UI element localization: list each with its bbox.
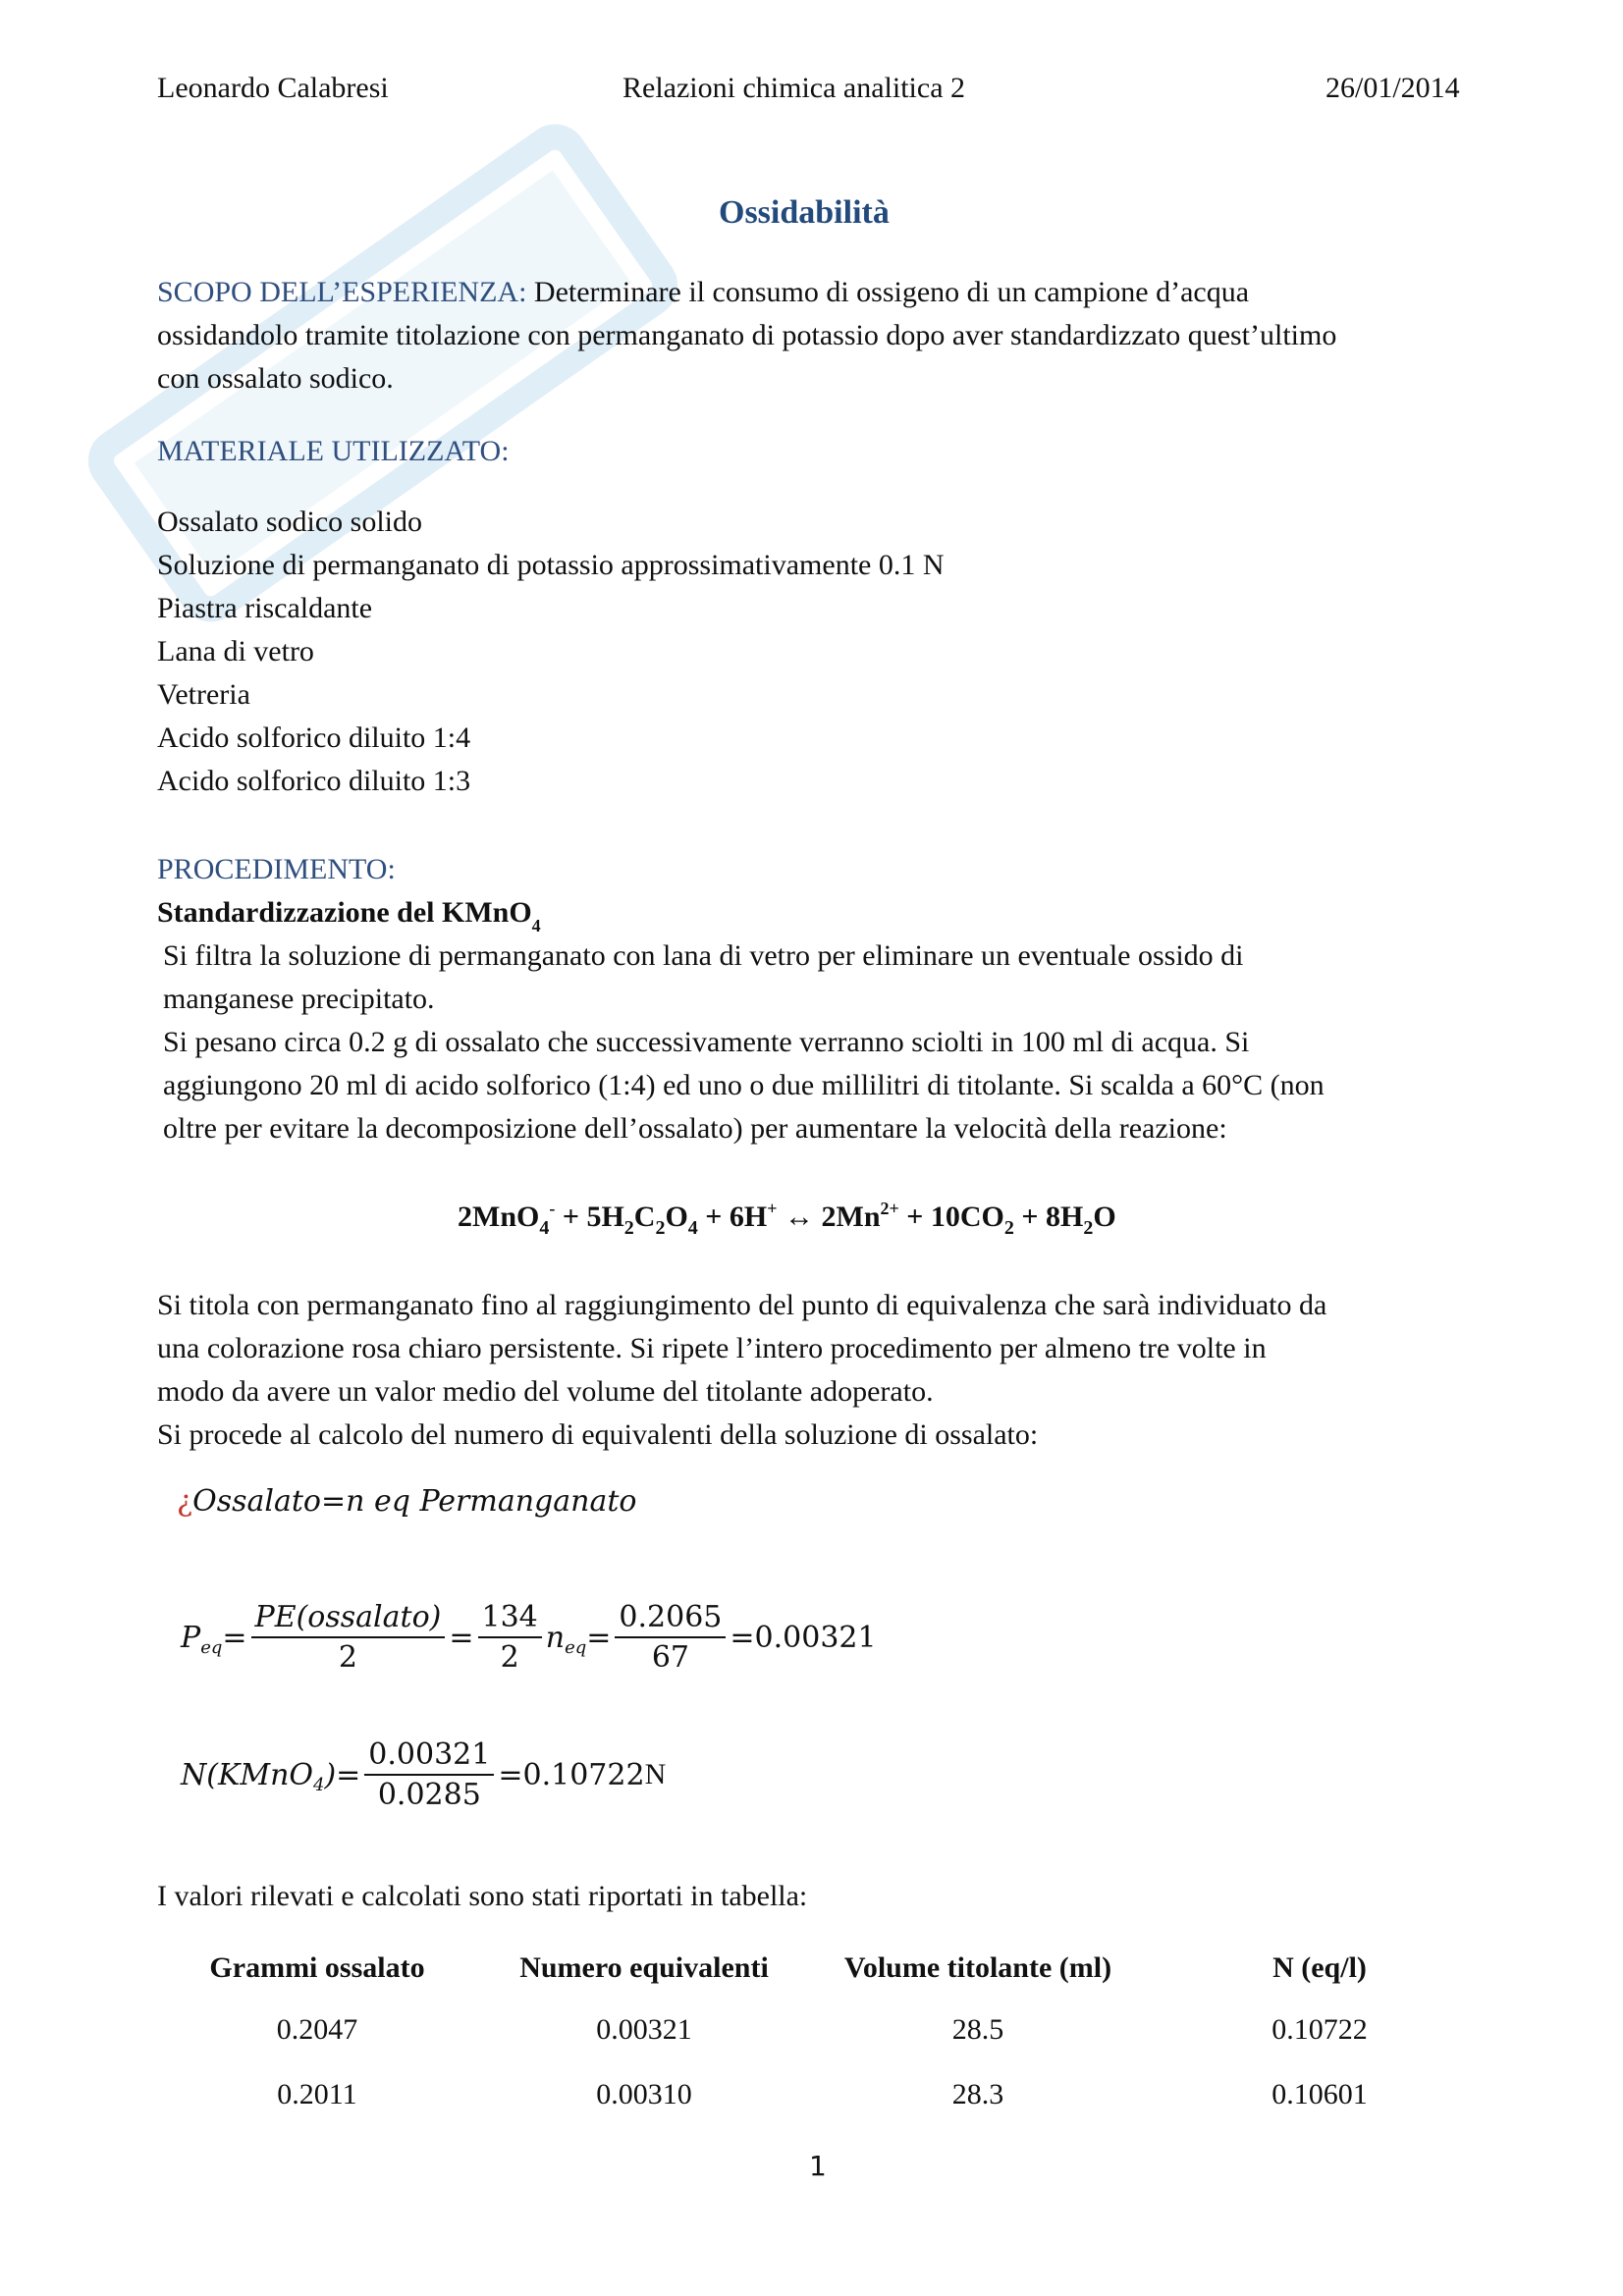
- procedure-label: PROCEDIMENTO:: [157, 853, 396, 885]
- table-header-cell: Grammi ossalato: [209, 1951, 425, 1984]
- table-intro: I valori rilevati e calcolati sono stati riportati in tabella:: [157, 1880, 808, 1912]
- material-item: Lana di vetro: [157, 635, 314, 667]
- procedure-p2-line: Si pesano circa 0.2 g di ossalato che successivamente verranno sciolti in 100 ml di acqua. Si: [163, 1026, 1250, 1058]
- reaction-sub: 2: [1083, 1217, 1094, 1239]
- reaction-sup: 2+: [880, 1199, 899, 1218]
- formula-sub: eq: [565, 1636, 587, 1658]
- formula-text: Ossalato=n eq Permanganato: [192, 1484, 637, 1519]
- table-cell: 0.10722: [1271, 2013, 1368, 2046]
- procedure-p2-line: oltre per evitare la decomposizione dell’ossalato) per aumentare la velocità della reazione:: [163, 1112, 1227, 1145]
- reaction-term: O: [665, 1201, 688, 1233]
- procedure-subtitle-text: Standardizzazione del KMnO: [157, 896, 532, 929]
- formula-normality: [181, 1737, 666, 1812]
- materials-label: MATERIALE UTILIZZATO:: [157, 435, 510, 467]
- reaction-term: C: [633, 1201, 656, 1233]
- material-item: Piastra riscaldante: [157, 592, 373, 624]
- table-cell: 28.5: [951, 2013, 1004, 2046]
- formula-lhs: N(KMnO: [181, 1757, 313, 1792]
- fraction: [251, 1600, 446, 1675]
- formula-symbol: n: [545, 1620, 566, 1655]
- fraction-denominator: 0.0285: [377, 1778, 481, 1812]
- fraction: [364, 1737, 494, 1812]
- scope-line-2: ossidandolo tramite titolazione con permanganato di potassio dopo aver standardizzato quest’ultimo: [157, 319, 1337, 351]
- reaction-sub: 2: [623, 1217, 634, 1239]
- reaction-sub: 4: [687, 1217, 698, 1239]
- table-cell: 0.00310: [596, 2078, 692, 2110]
- scope-label: SCOPO DELL’ESPERIENZA:: [157, 276, 527, 308]
- formula-unit: N: [644, 1758, 667, 1790]
- results-table: [157, 1939, 1494, 2127]
- reaction-term: + 8H: [1013, 1201, 1084, 1233]
- fraction-numerator: PE(ossalato): [251, 1600, 446, 1638]
- reaction-term: + 5H: [555, 1201, 624, 1233]
- reaction-sup: +: [767, 1199, 778, 1218]
- material-item: Soluzione di permanganato di potassio approssimativamente 0.1 N: [157, 549, 945, 581]
- reaction-term: 2MnO: [458, 1201, 540, 1233]
- procedure-p1-line: manganese precipitato.: [163, 983, 435, 1015]
- scope-text-1: Determinare il consumo di ossigeno di un campione d’acqua: [526, 276, 1250, 308]
- table-header-cell: N (eq/l): [1272, 1951, 1367, 1984]
- procedure-p2-line: aggiungono 20 ml di acido solforico (1:4) ed uno o due millilitri di titolante. Si scalda a 60°C (non: [163, 1069, 1325, 1101]
- table-header-cell: Volume titolante (ml): [843, 1951, 1112, 1984]
- fraction-denominator: 2: [338, 1640, 357, 1675]
- material-item: Acido solforico diluito 1:4: [157, 721, 471, 754]
- table-cell: 0.2011: [277, 2078, 357, 2110]
- reaction-sub: 2: [1003, 1217, 1014, 1239]
- fraction: [478, 1600, 542, 1675]
- fraction-denominator: 67: [651, 1640, 689, 1675]
- fraction-denominator: 2: [500, 1640, 519, 1675]
- header-course: Relazioni chimica analitica 2: [622, 72, 966, 104]
- reaction-equation: [458, 1196, 1116, 1242]
- formula-sub: eq: [200, 1636, 223, 1658]
- reaction-sub: 2: [655, 1217, 666, 1239]
- formula-equivalence: [177, 1484, 636, 1519]
- formula-operator: =: [222, 1620, 247, 1655]
- reaction-arrow: ↔: [777, 1201, 822, 1233]
- fraction: [615, 1600, 726, 1675]
- formula-symbol: P: [181, 1620, 201, 1655]
- scope-line-1: [157, 271, 1249, 314]
- procedure-p1-line: Si filtra la soluzione di permanganato con lana di vetro per eliminare un eventuale ossido di: [163, 939, 1244, 972]
- formula-operator: =: [586, 1620, 612, 1655]
- formula-mark: ¿: [177, 1484, 193, 1519]
- table-header-row: [157, 1939, 1494, 1998]
- procedure-subtitle-sub: 4: [531, 916, 541, 935]
- reaction-sub: 4: [539, 1217, 550, 1239]
- formula-operator: =: [449, 1620, 474, 1655]
- formula-result: =0.00321: [730, 1620, 877, 1655]
- reaction-term: O: [1093, 1201, 1116, 1233]
- reaction-term: + 10CO: [898, 1201, 1004, 1233]
- table-row: [157, 2062, 1494, 2127]
- procedure-p3-line: Si procede al calcolo del numero di equivalenti della soluzione di ossalato:: [157, 1418, 1039, 1451]
- table-cell: 0.2047: [276, 2013, 358, 2046]
- table-cell: 28.3: [951, 2078, 1004, 2110]
- reaction-term: 2Mn: [821, 1201, 881, 1233]
- table-row: [157, 1998, 1494, 2062]
- reaction-term: + 6H: [697, 1201, 768, 1233]
- formula-sub: 4: [313, 1774, 325, 1795]
- material-item: Ossalato sodico solido: [157, 506, 422, 538]
- page-number: 1: [809, 2150, 827, 2182]
- fraction-numerator: 0.2065: [615, 1600, 726, 1638]
- procedure-p3-line: modo da avere un valor medio del volume del titolante adoperato.: [157, 1375, 934, 1408]
- procedure-p3-line: una colorazione rosa chiaro persistente. Si ripete l’intero procedimento per almeno tre volte in: [157, 1332, 1267, 1364]
- fraction-numerator: 0.00321: [364, 1737, 494, 1776]
- reaction-sup: -: [549, 1199, 556, 1218]
- formula-peq: [181, 1600, 877, 1675]
- table-cell: 0.00321: [596, 2013, 692, 2046]
- formula-lhs-end: )=: [324, 1757, 361, 1792]
- material-item: Vetreria: [157, 678, 250, 711]
- procedure-p3-line: Si titola con permanganato fino al raggiungimento del punto di equivalenza che sarà individuato da: [157, 1289, 1327, 1321]
- scope-line-3: con ossalato sodico.: [157, 362, 394, 395]
- procedure-subtitle: [157, 891, 541, 937]
- formula-result: =0.10722: [498, 1757, 645, 1792]
- header-author: Leonardo Calabresi: [157, 72, 389, 104]
- fraction-numerator: 134: [478, 1600, 542, 1638]
- table-header-cell: Numero equivalenti: [519, 1951, 769, 1984]
- page-title: Ossidabilità: [719, 194, 890, 231]
- material-item: Acido solforico diluito 1:3: [157, 765, 471, 797]
- table-cell: 0.10601: [1271, 2078, 1368, 2110]
- header-date: 26/01/2014: [1325, 72, 1460, 104]
